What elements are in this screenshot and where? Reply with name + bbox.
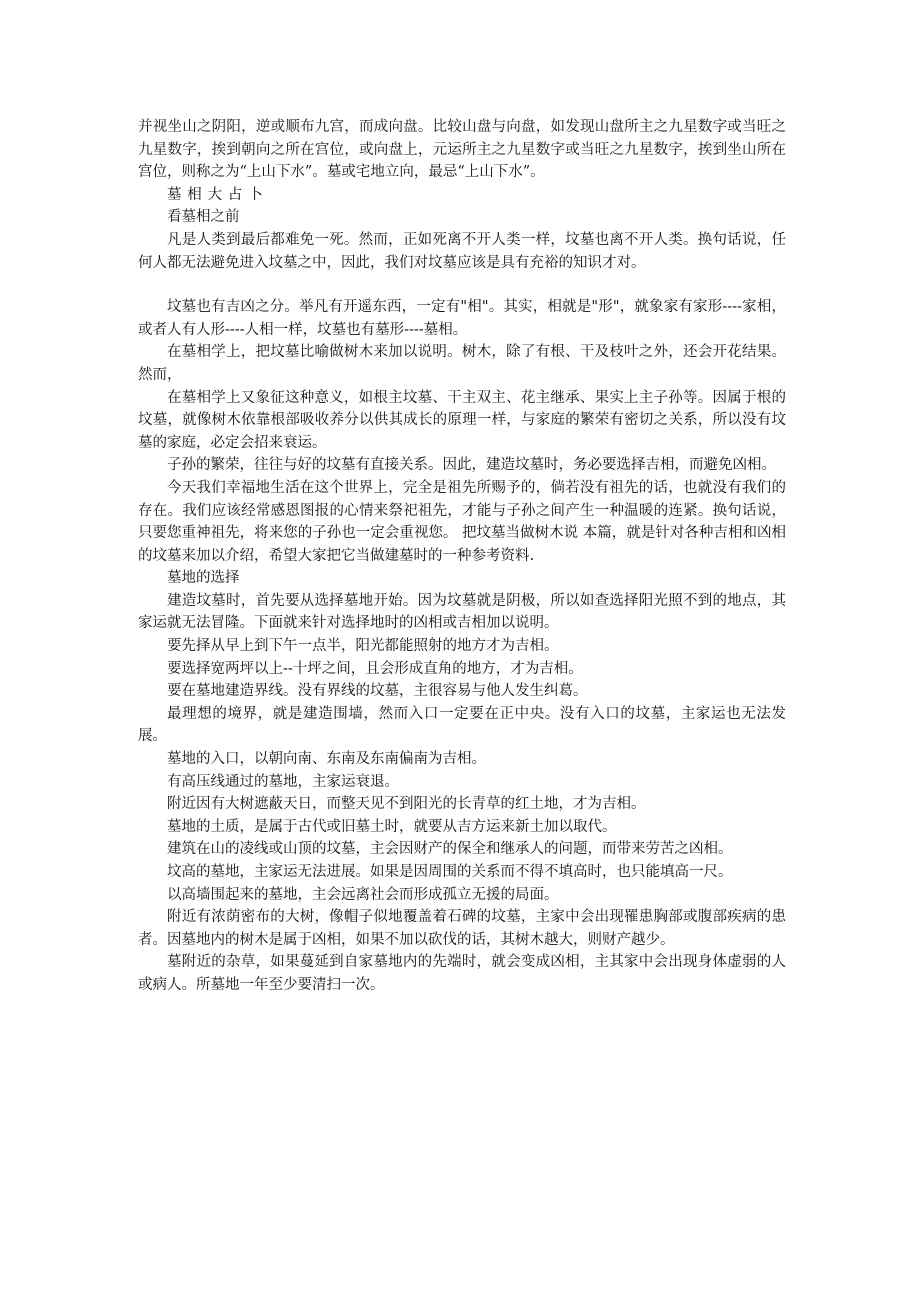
paragraph: 坟墓也有吉凶之分。举凡有开遥东西，一定有"相"。其实，相就是"形"，就象家有家形----家相，或者人有人形----人相一样，坟墓也有墓形----墓相。 (138, 299, 786, 338)
list-item: 附近有浓荫密布的大树，像帽子似地覆盖着石碑的坟墓，主家中会出现罹患胸部或腹部疾病的患者。因墓地内的树木是属于凶相，如果不加以砍伐的话，其树木越大，则财产越少。 (138, 909, 786, 948)
list-item: 有高压线通过的墓地，主家运衰退。 (167, 773, 399, 790)
list-item: 墓附近的杂草，如果蔓延到自家墓地内的先端时，就会变成凶相，主其家中会出现身体虚弱的人或病人。所墓地一年至少要清扫一次。 (138, 954, 786, 993)
list-item: 要选择宽两坪以上--十坪之间，且会形成直角的地方，才为吉相。 (167, 660, 583, 677)
list-item: 建筑在山的凌线或山顶的坟墓，主会因财产的保全和继承人的问题，而带来劳苦之凶相。 (167, 841, 733, 858)
paragraph: 建造坟墓时，首先要从选择墓地开始。因为坟墓就是阴极，所以如查选择阳光照不到的地点，其家运就无法冒隆。下面就来针对选择地时的凶相或吉相加以说明。 (138, 592, 786, 632)
list-item: 最理想的境界，就是建造围墙，然而入口一定要在正中央。没有入口的坟墓，主家运也无法发展。 (138, 705, 786, 745)
section-heading-tomb-divination: 墓相大占卜 (167, 186, 269, 203)
paragraph-continuation: 并视坐山之阴阳，逆或顺布九宫，而成向盘。比较山盘与向盘，如发现山盘所主之九星数字或当旺之九星数字，挨到朝向之所在宫位，或向盘上，元运所主之九星数字或当旺之九星数字，挨到坐山所在宫位，则称之为“上山下水”。墓或宅地立向，最忌“上山下水”。 (138, 119, 786, 181)
list-item: 附近因有大树遮蔽天日，而整天见不到阳光的长青草的红土地，才为吉相。 (167, 796, 646, 813)
list-item: 要先择从早上到下午一点半，阳光都能照射的地方才为吉相。 (167, 638, 559, 655)
paragraph: 今天我们幸福地生活在这个世界上，完全是祖先所赐予的，倘若没有祖先的话，也就没有我们的存在。我们应该经常感恩图报的心情来祭祀祖先，才能与子孙之间产生一种温暖的连紧。换句话说，只要您重神祖先，将来您的子孙也一定会重视您。 把坟墓当做树木说 本篇，就是针对各种吉相和凶相的坟墓来加以介绍，希望大家把它当做建墓时的一种参考资料. (138, 479, 786, 564)
paragraph: 在墓相学上又象征这种意义，如根主坟墓、干主双主、花主继承、果实上主子孙等。因属于根的坟墓，就像树木依靠根部吸收养分以供其成长的原理一样，与家庭的繁荣有密切之关系，所以没有坟墓的家庭，必定会招来衰运。 (138, 389, 786, 451)
paragraph: 在墓相学上，把坟墓比喻做树木来加以说明。树木，除了有根、干及枝叶之外，还会开花结果。然而， (138, 344, 786, 383)
list-item: 墓地的土质，是属于古代或旧墓土时，就要从吉方运来新土加以取代。 (167, 818, 617, 835)
list-item: 坟高的墓地，主家运无法进展。如果是因周围的关系而不得不填高时，也只能填高一尺。 (167, 864, 733, 880)
list-item: 以高墙围起来的墓地，主会远离社会而形成孤立无援的局面。 (167, 886, 559, 903)
document-page (138, 116, 786, 997)
list-item: 要在墓地建造界线。没有界线的坟墓，主很容易与他人发生纠葛。 (167, 683, 588, 700)
list-item: 墓地的入口，以朝向南、东南及东南偏南为吉相。 (167, 751, 486, 768)
paragraph: 凡是人类到最后都难免一死。然而，正如死离不开人类一样，坟墓也离不开人类。换句话说，任何人都无法避免进入坟墓之中，因此，我们对坟墓应该是具有充裕的知识才对。 (138, 231, 786, 271)
paragraph: 子孙的繁荣，往往与好的坟墓有直接关系。因此，建造坟墓时，务必要选择吉相，而避免凶相。 (167, 457, 776, 474)
subheading-before-tomb-reading: 看墓相之前 (167, 209, 240, 226)
section-heading-site-selection: 墓地的选择 (167, 570, 240, 587)
